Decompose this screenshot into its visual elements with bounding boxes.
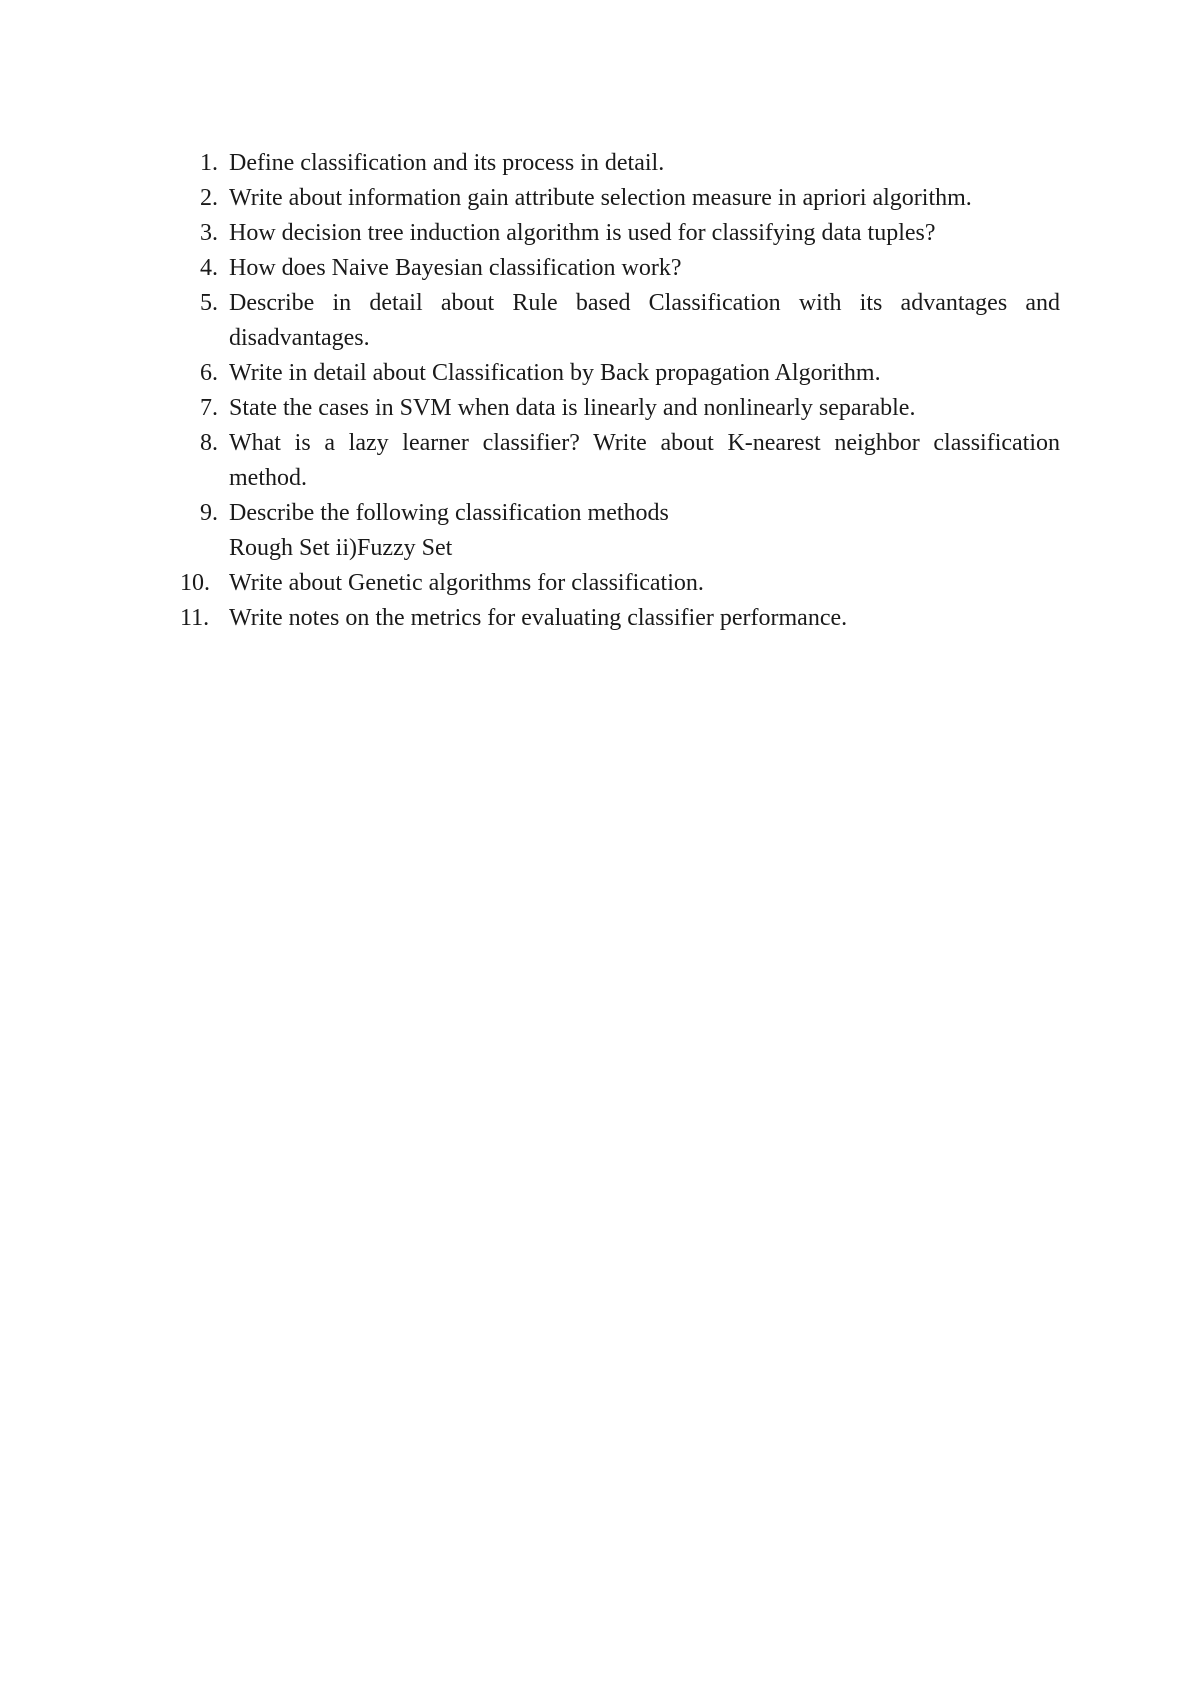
question-item	[180, 181, 1060, 216]
question-number: 7.	[200, 395, 218, 421]
question-number: 1.	[200, 150, 218, 176]
question-text: What is a lazy learner classifier? Write about K-nearest neighbor classification method.	[229, 430, 1060, 491]
question-number: 5.	[200, 290, 218, 316]
question-subtext: Rough Set ii)Fuzzy Set	[229, 535, 453, 561]
question-text: State the cases in SVM when data is linearly and nonlinearly separable.	[229, 395, 916, 421]
question-text: Describe the following classification methods	[229, 500, 669, 526]
question-number: 4.	[200, 255, 218, 281]
question-item	[180, 601, 1060, 636]
question-text: Write about information gain attribute selection measure in apriori algorithm.	[229, 185, 972, 211]
question-item	[180, 566, 1060, 601]
question-text: Write notes on the metrics for evaluating classifier performance.	[229, 605, 848, 631]
question-number: 3.	[200, 220, 218, 246]
question-number: 6.	[200, 360, 218, 386]
question-number: 9.	[200, 500, 218, 526]
question-text: How does Naive Bayesian classification work?	[229, 255, 682, 281]
question-text: Define classification and its process in detail.	[229, 150, 665, 176]
question-number: 2.	[200, 185, 218, 211]
question-item	[180, 426, 1060, 496]
question-item	[180, 286, 1060, 356]
question-item	[180, 356, 1060, 391]
question-list	[180, 146, 1060, 636]
question-item	[180, 146, 1060, 181]
question-number: 8.	[200, 430, 218, 456]
question-item	[180, 496, 1060, 566]
question-text: Write in detail about Classification by Back propagation Algorithm.	[229, 360, 881, 386]
question-text: Describe in detail about Rule based Classification with its advantages and disadvantages.	[229, 290, 1060, 351]
question-item	[180, 216, 1060, 251]
question-item	[180, 391, 1060, 426]
question-text: How decision tree induction algorithm is used for classifying data tuples?	[229, 220, 936, 246]
question-number: 10.	[180, 570, 210, 596]
question-number: 11.	[180, 605, 210, 631]
question-item	[180, 251, 1060, 286]
question-text: Write about Genetic algorithms for classification.	[229, 570, 704, 596]
